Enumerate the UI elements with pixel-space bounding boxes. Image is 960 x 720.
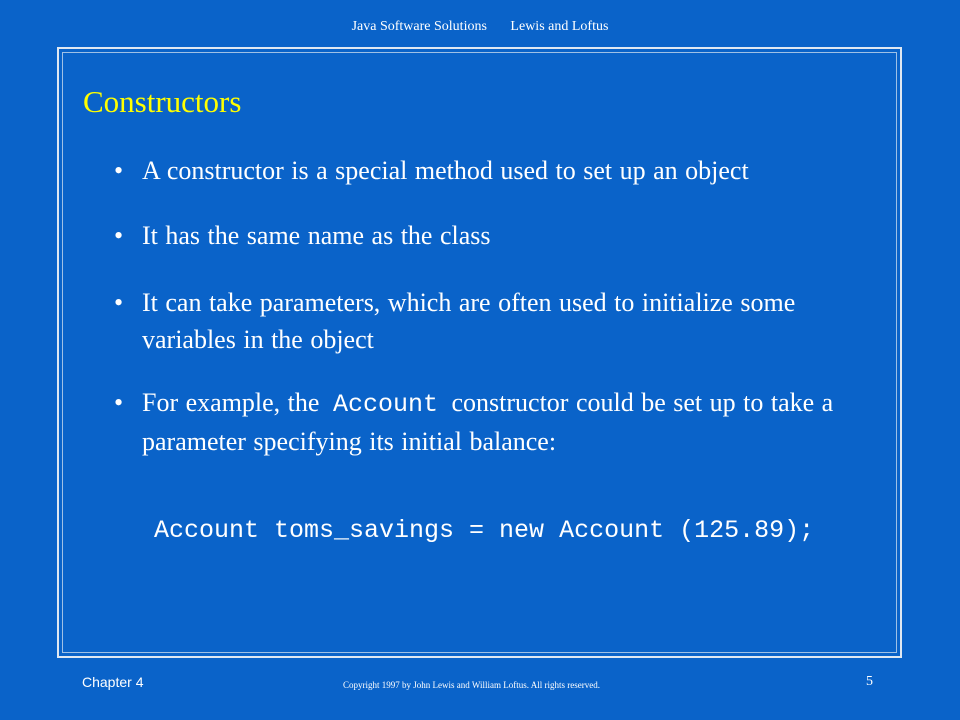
slide-header (0, 19, 960, 35)
copyright-notice: Copyright 1997 by John Lewis and William Loftus. All rights reserved. (343, 680, 600, 690)
chapter-label: Chapter 4 (82, 674, 144, 690)
bullet-dot: • (114, 221, 124, 250)
bullet-text-before: For example, the (142, 388, 320, 417)
slide-title: Constructors (83, 84, 242, 119)
bullet-text: A constructor is a special method used to set up an object (142, 156, 749, 185)
inline-code-account: Account (332, 390, 438, 419)
book-title: Java Software Solutions (351, 19, 487, 34)
bullet-dot: • (114, 288, 124, 317)
authors: Lewis and Loftus (510, 19, 609, 34)
bullet-text: It can take parameters, which are often used to initialize some variables in the object (142, 288, 796, 354)
bullet-text-after: constructor could be set up to take a parameter specifying its initial balance: (142, 388, 834, 456)
bullet-dot: • (114, 388, 124, 417)
bullet-text: It has the same name as the class (142, 221, 491, 250)
bullet-dot: • (114, 156, 124, 185)
bullet-text (142, 384, 882, 460)
page-number: 5 (866, 674, 873, 689)
code-example: Account toms_savings = new Account (125.89); (154, 516, 815, 545)
